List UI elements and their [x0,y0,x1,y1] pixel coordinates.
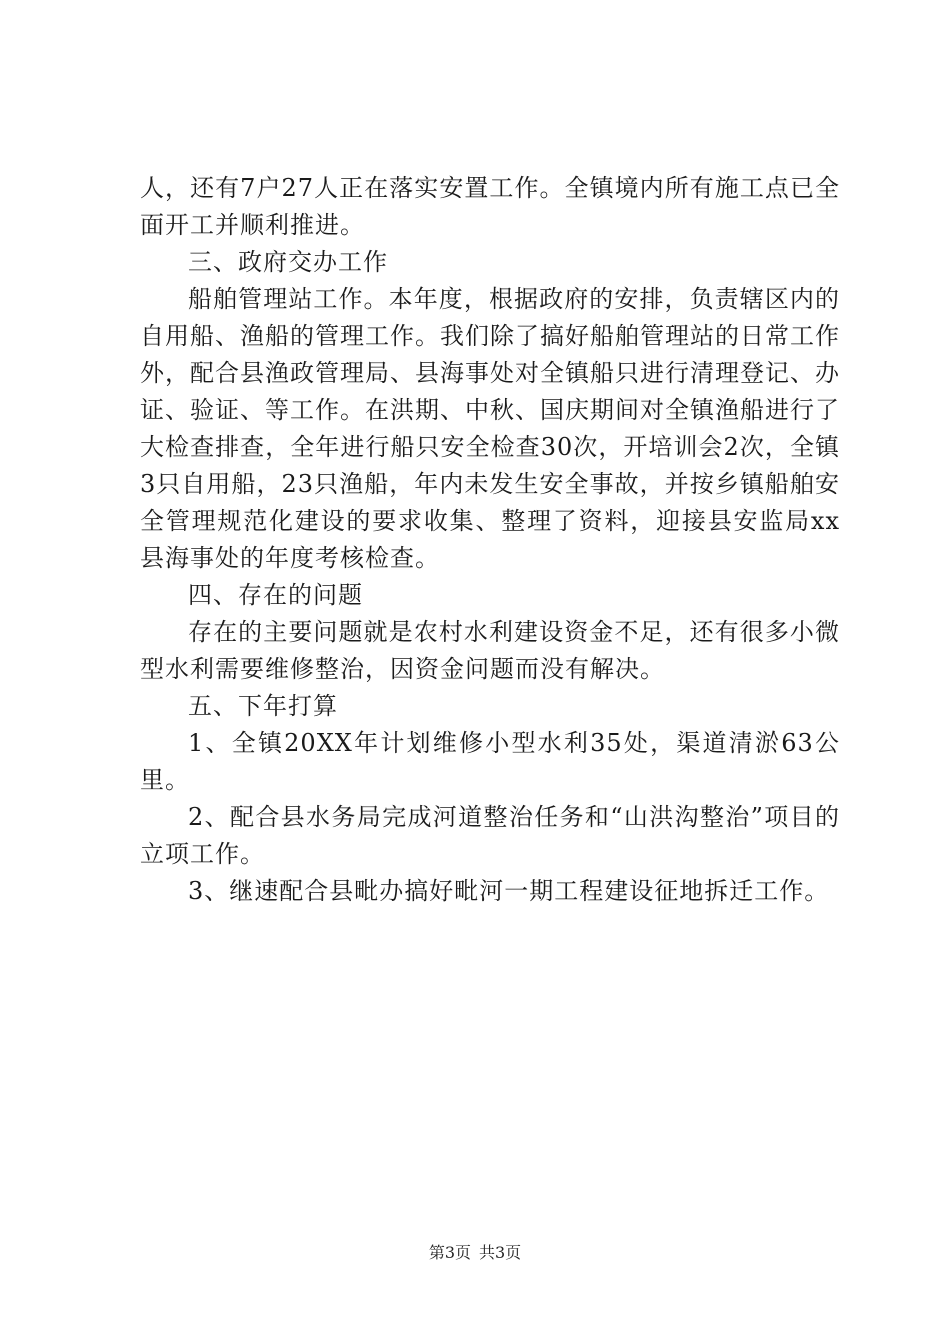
paragraph-resettlement: 人，还有7户27人正在落实安置工作。全镇境内所有施工点已全面开工并顺利推进。 [140,174,840,239]
plan-item-1: 1、全镇20XX年计划维修小型水利35处，渠道清淤63公里。 [140,729,840,794]
page-number: 第3页 [428,1243,471,1262]
section-heading-government-tasks: 三、政府交办工作 [188,248,388,276]
section-heading-problems: 四、存在的问题 [188,581,363,609]
page-footer [0,1243,950,1263]
plan-item-3: 3、继速配合县毗办搞好毗河一期工程建设征地拆迁工作。 [188,877,830,905]
document-body [140,170,840,910]
section-heading-next-year-plan: 五、下年打算 [188,692,338,720]
paragraph-ship-management: 船舶管理站工作。本年度，根据政府的安排，负责辖区内的自用船、渔船的管理工作。我们除了搞好船舶管理站的日常工作外，配合县渔政管理局、县海事处对全镇船只进行清理登记、办证、验证、等工作。在洪期、中秋、国庆期间对全镇渔船进行了大检查排查，全年进行船只安全检查30次，开培训会2次，全镇3只自用船，23只渔船，年内未发生安全事故，并按乡镇船舶安全管理规范化建设的要求收集、整理了资料，迎接县安监局xx县海事处的年度考核检查。 [140,285,840,572]
page-total: 共3页 [479,1243,522,1262]
paragraph-problems: 存在的主要问题就是农村水利建设资金不足，还有很多小微型水利需要维修整治，因资金问题而没有解决。 [140,618,840,683]
plan-item-2: 2、配合县水务局完成河道整治任务和“山洪沟整治”项目的立项工作。 [140,803,840,868]
